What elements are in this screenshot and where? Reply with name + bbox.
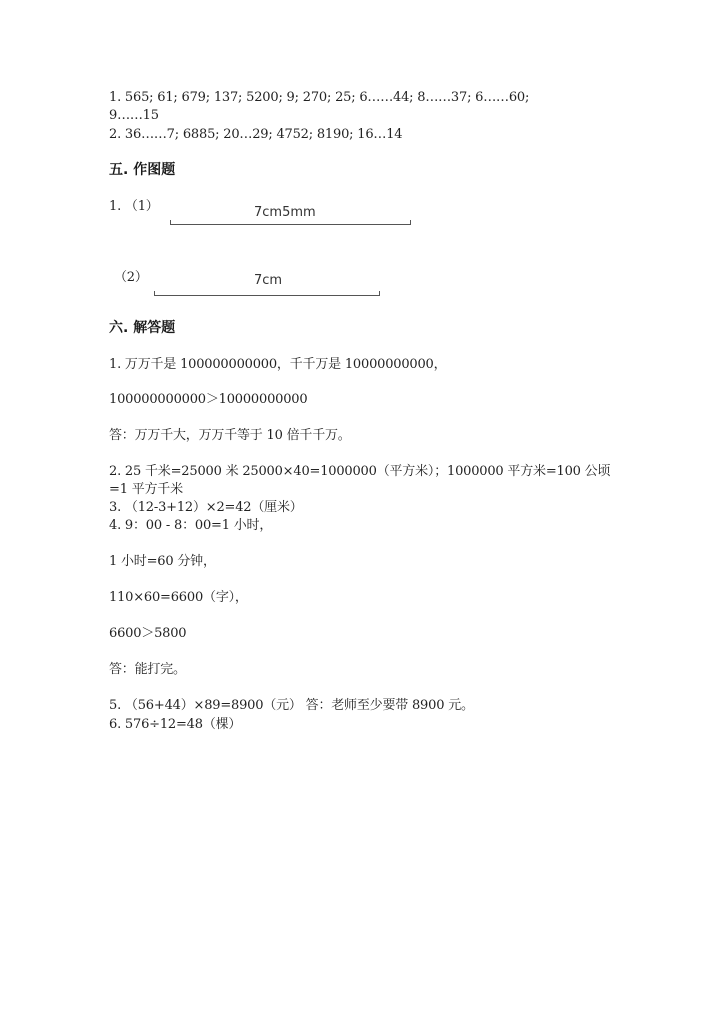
section5-title: 五. 作图题	[109, 162, 176, 178]
segment1-length-label: 7cm5mm	[254, 205, 316, 220]
s6-q3-line1: 3. （12-3+12）×2=42（厘米）	[109, 500, 303, 515]
s4-q2-line1: 2. 36……7; 6885; 20…29; 4752; 8190; 16…14	[109, 127, 403, 142]
s6-q1-line2: 100000000000＞10000000000	[109, 392, 308, 407]
s4-q1-line1: 1. 565; 61; 679; 137; 5200; 9; 270; 25; 6……44; 8……37; 6……60;	[109, 90, 530, 105]
s6-q2-line1: 2. 25 千米=25000 米 25000×40=1000000（平方米）；1000000 平方米=100 公顷	[109, 464, 611, 479]
s6-q4-line4: 6600＞5800	[109, 626, 187, 641]
s6-q5-line1: 5. （56+44）×89=8900（元） 答：老师至少要带 8900 元。	[109, 698, 474, 713]
s6-q1-answer: 答：万万千大，万万千等于 10 倍千千万。	[109, 428, 351, 443]
segment2-length-label: 7cm	[254, 273, 283, 288]
s6-q4-line1: 4. 9：00 - 8：00=1 小时，	[109, 518, 273, 533]
s6-q4-line3: 110×60=6600（字），	[109, 590, 248, 605]
line-segment-7cm	[154, 291, 380, 296]
s6-q1-line1: 1. 万万千是 100000000000，千千万是 10000000000，	[109, 357, 447, 372]
s6-q6-line1: 6. 576÷12=48（棵）	[109, 717, 242, 732]
s6-q2-line2: =1 平方千米	[109, 482, 183, 497]
s4-q1-line2: 9……15	[109, 108, 159, 123]
section6-title: 六. 解答题	[109, 320, 176, 336]
s5-q1-label: 1. （1）	[109, 199, 159, 214]
s6-q4-line2: 1 小时=60 分钟，	[109, 554, 216, 569]
s5-q2-label: （2）	[114, 270, 148, 285]
line-segment-7cm5mm	[170, 220, 411, 225]
s6-q4-answer: 答：能打完。	[109, 662, 186, 677]
